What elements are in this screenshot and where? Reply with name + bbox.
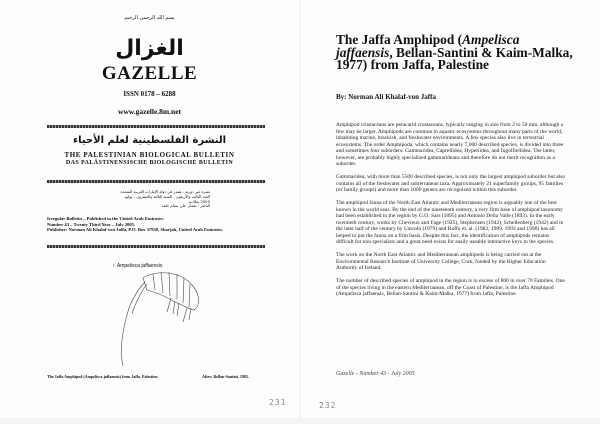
title-text: , Bellan-Santini & Kaim-Malka, 1977) from Jaffa, Palestine <box>336 44 573 72</box>
arabic-info-line: الناشر : نعمان علي بسام خلف <box>161 203 210 209</box>
page-number: 231 <box>269 398 287 407</box>
figure-label: ♀ Ampelisca jaffaensis <box>112 263 163 269</box>
figure-credit: After: Bellan-Santini, 1982. <box>202 374 249 379</box>
title-text: The Jaffa Amphipod ( <box>336 32 463 47</box>
subtitle-english: THE PALESTINIAN BIOLOGICAL BULLETIN <box>64 151 235 159</box>
paragraph: Gammaridea, with more than 5500 described species, is not only the largest amphipod suborder but also contains all of the freshwater and subterranean taxa. Approximately 21 superfamily groups, 95 families (or family groups) and more than 1000 genera are recognized within this suborder. <box>336 174 566 193</box>
left-page <box>0 0 299 418</box>
page-number: 232 <box>319 401 337 410</box>
journal-title: GAZELLE <box>101 63 198 84</box>
bulletin-info <box>47 216 223 233</box>
subtitle-german: DAS PALÄSTINENSISCHE BIOLOGISCHE BULLETIN <box>65 160 234 166</box>
arabic-info-line: نشرة غير دورية - تصدر في دولة الإمارات العربية المتحدة <box>120 189 210 194</box>
page-footer: Gazelle - Number 43 - July 2005 <box>336 371 415 377</box>
issn: ISSN 0178 – 6288 <box>123 90 176 98</box>
figure-caption: The Jaffa Amphipod (Ampelisca jaffaensis) from Jaffa, Palestine. <box>47 374 159 379</box>
arabic-info <box>120 190 210 209</box>
paragraph: Amphipod crustaceans are peracarid crustaceans, typically ranging in size from 2 to 50 mm, although a few may be larger. Amphipods are common in aquatic ecosystems throughout many parts of the world, inhabiting marine, brackish, and freshwater environments. A few species also live in terrestrial ecosystems. The order Amphipoda, which contains nearly 7,000 described species, is divided into three and sometimes four suborders: Gammaridea, Caprellidea, Hyperiidea, and Ingolfiellidea. The latter, however, are probably highly specialized gammarideans and therefore do not merit recognition as a suborder. <box>336 122 564 167</box>
info-line: Publisher: Norman Ali Khalaf-von Jaffa, P.O. Box 37938, Sharjah, United Arab Emirates. <box>47 227 224 233</box>
right-page <box>301 0 600 418</box>
paragraph: The number of described species of amphipod in the region is in excess of 800 in over 70 Families. One of the species living in the eastern Mediterranean, off the Coast of Palestine, is the Jaffa Amphipod (Ampelisca jaffaensis, Bellan-Santini & Kaim-Malka, 1977) from Jaffa, Palestine. <box>336 278 565 297</box>
paragraph: The work on the North East Atlantic and Mediterranean amphipods is being carried out at the Environmental Research Institute of University College, Cork, funded by the Higher Education Authority of Ireland. <box>336 252 546 271</box>
article-title <box>336 34 576 72</box>
paragraph: The amphipod fauna of the North East Atlantic and Mediterranean region is arguably one of the best known in the world seas. By the end of the nineteenth century, a very firm base of amphipod taxonomy had been established in the region by G.O. Sars (1895) and Antonio Della Valle (1893). In the early twentieth century, works by Chevreux and Fage (1925), Stephensen (1942), Schellenberg (1942) and in the later half of the century by Lincoln (1979) and Ruffo et. al. (1982, 1989, 1993 and 1998) has all helped to put the fauna on a firm basis. Despite this fact, the identification of amphipods remains difficult for non specialists and a great need exists for easily useable interactive keys to the species. <box>336 200 564 245</box>
divider <box>47 245 265 248</box>
arabic-subtitle: النشرة الفلسطينية لعلم الأحياء <box>72 135 227 146</box>
article-body <box>336 122 568 304</box>
basmala: بسم الله الرحمن الرحيم <box>124 15 175 21</box>
divider <box>47 180 265 183</box>
arabic-title: الغزال <box>115 36 184 61</box>
arabic-info-line: العدد الثالث والأربعون - السنة الثالثة والعشرون - يوليو 2005 ميلادية <box>125 193 210 204</box>
info-line: Irregular Bulletin – Published in the United Arab Emirates. <box>47 216 164 221</box>
title-species: Ampelisca jaffaensis <box>336 32 520 60</box>
website-link[interactable]: www.gazelle.8m.net <box>117 107 182 116</box>
info-line: Number 43 – Twenty Third Year – July 2005. <box>47 221 136 227</box>
amphipod-illustration <box>105 268 205 368</box>
author-byline: By: Norman Ali Khalaf-von Jaffa <box>336 93 436 101</box>
divider <box>47 125 265 128</box>
